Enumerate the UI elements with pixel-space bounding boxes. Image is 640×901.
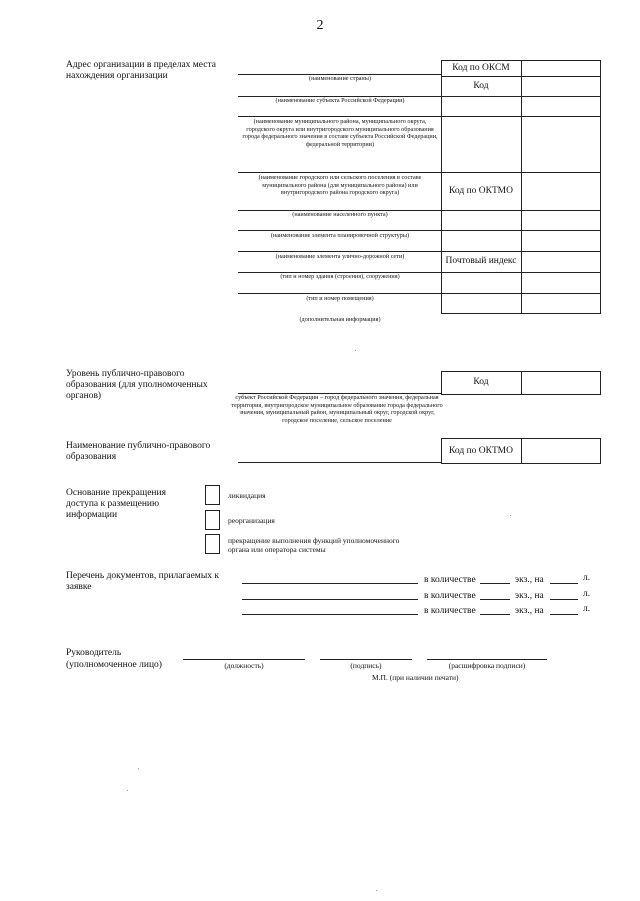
caption-municipal-district: (наименование муниципального района, муниципального округа, городского округа или внутригородского муниципального образования города федерального значения в составе субъекта Российской Федерации, федеральной территории) [242,118,438,148]
termination-functions-checkbox[interactable] [205,534,220,554]
document-line-3[interactable] [242,614,418,615]
caption-subject: (наименование субъекта Российской Федерации) [275,97,405,104]
code-oksm-label: Код по ОКСМ [452,63,510,73]
caption-additional-info: (дополнительная информация) [299,316,381,323]
sheets-label-2: л. [583,589,591,599]
authorized-label: (уполномоченное лицо) [66,660,162,670]
copies-label-1: экз., на [515,575,544,585]
qty-label-2: в количестве [424,591,476,601]
liquidation-checkbox[interactable] [205,485,220,505]
caption-street-element: (наименование элемента улично-дорожной сети) [275,253,405,260]
document-line-1[interactable] [242,583,418,584]
decode-line[interactable] [427,659,547,660]
sign-line[interactable] [320,659,412,660]
liquidation-label: ликвидация [228,491,266,500]
documents-label: Перечень документов, прилагаемых к заявке [66,571,219,592]
sheets-label-3: л. [583,604,591,614]
caption-country: (наименование страны) [309,75,371,82]
level-caption: субъект Российской Федерации – город федерального значения, федеральная территория, внутригородское муниципальное образование города федерального значения, муниципальный район, муниципальный округ, городской округ, городское поселение, сельское поселение [231,394,443,424]
copies-label-3: экз., на [515,606,544,616]
reorganization-label: реорганизация [228,516,275,525]
termination-label: Основание прекращения доступа к размещению информации [66,488,166,520]
public-name-label: Наименование публично-правового образования [66,441,211,462]
reorganization-checkbox[interactable] [205,510,220,530]
page-number: 2 [316,18,324,33]
stamp-caption: М.П. (при наличии печати) [372,673,459,682]
qty-label-1: в количестве [424,575,476,585]
caption-room: (тип и номер помещения) [306,295,374,302]
code-label: Код [473,81,489,91]
postal-index-label: Почтовый индекс [445,256,517,266]
public-name-oktmo-label: Код по ОКТМО [449,446,513,456]
sign-caption: (подпись) [350,661,382,670]
code-oktmo-label: Код по ОКТМО [449,186,513,196]
address-label: Адрес организации в пределах места нахождения организации [66,60,216,81]
decode-caption: (расшифровка подписи) [448,661,526,670]
caption-building: (тип и номер здания (строения), сооружения) [280,273,400,280]
qty-label-3: в количестве [424,606,476,616]
caption-locality: (наименование населенного пункта) [292,211,388,218]
level-code-label: Код [473,377,489,387]
caption-settlement: (наименование городского или сельского поселения в составе муниципального района (для муниципального района) или внутригородского района городского округа) [258,174,422,197]
level-label: Уровень публично-правового образования (для уполномоченных органов) [66,369,208,401]
termination-functions-label: прекращение выполнения функций уполномоченного органа или оператора системы [228,536,400,554]
caption-planning-element: (наименование элемента планировочной структуры) [270,232,410,239]
copies-label-2: экз., на [515,591,544,601]
sheets-label-1: л. [583,573,591,583]
head-label: Руководитель [66,648,122,658]
document-line-2[interactable] [242,599,418,600]
position-caption: (должность) [224,661,264,670]
position-line[interactable] [183,659,305,660]
